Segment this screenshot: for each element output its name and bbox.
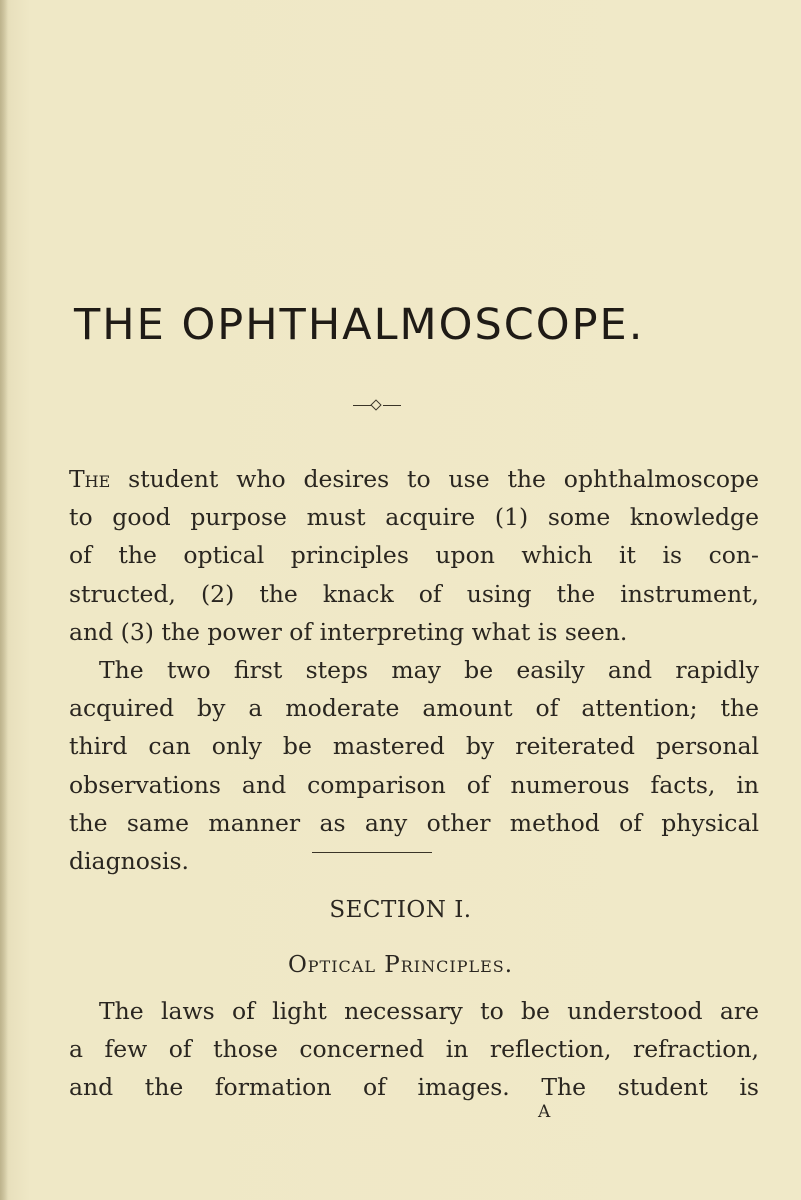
paragraph-line: the same manner as any other method of physical [69,808,759,837]
intro-line: of the optical principles upon which it is con- [69,541,759,570]
section-number: SECTION I. [329,897,472,923]
ornament-rule-left [353,405,371,406]
third-paragraph [69,992,759,1107]
intro-line-text: student who desires to use the ophthalmoscope [110,465,759,493]
paragraph-line: The two first steps may be easily and rapidly [99,656,759,684]
intro-paragraph [69,460,759,651]
intro-line: structed, (2) the knack of using the instrument, [69,579,759,608]
paragraph-line: diagnosis. [69,847,190,876]
title-ornament [353,400,401,412]
paragraph-line: and the formation of images. The student is [69,1073,759,1102]
paragraph-line: The laws of light necessary to be understood are [99,997,759,1025]
intro-lead-word: The [69,465,111,493]
paragraph-line: observations and comparison of numerous facts, in [69,770,759,799]
paragraph-line: a few of those concerned in reflection, refraction, [69,1035,759,1064]
intro-line: to good purpose must acquire (1) some knowledge [69,503,759,532]
section-divider [312,852,432,853]
section-title: Optical Principles. [287,952,514,978]
diamond-icon [370,399,381,410]
paragraph-line: acquired by a moderate amount of attention; the [69,694,759,723]
ornament-rule-right [383,405,401,406]
paragraph-line: third can only be mastered by reiterated personal [69,732,759,761]
second-paragraph [69,651,759,880]
page-gutter-shadow [0,0,8,1200]
intro-line [69,460,759,498]
page-title: THE OPHTHALMOSCOPE. [74,300,645,350]
signature-mark: A [538,1102,551,1122]
intro-line: and (3) the power of interpreting what is seen. [69,617,628,646]
